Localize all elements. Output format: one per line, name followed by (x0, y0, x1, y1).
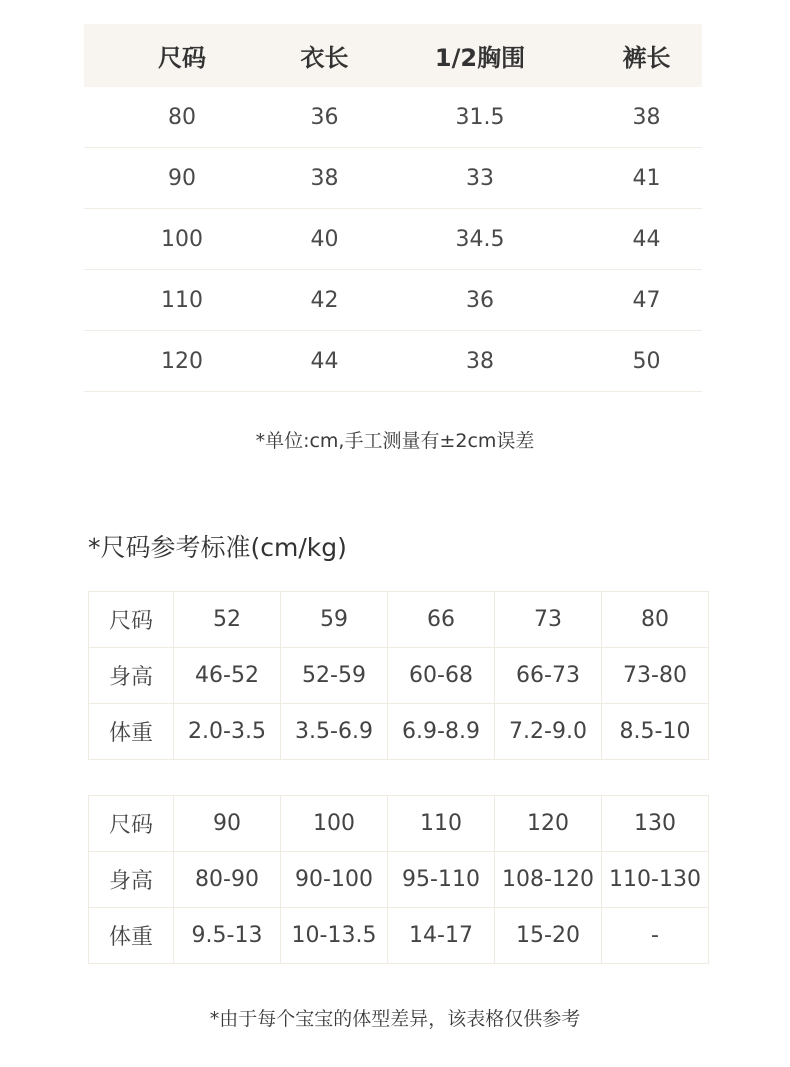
table-cell: 120 (84, 331, 280, 392)
size-table (84, 24, 702, 392)
row-label: 体重 (89, 704, 174, 760)
table-cell: 33 (369, 148, 591, 209)
table-row (89, 704, 709, 760)
table-cell: 44 (591, 209, 702, 270)
reference-table (88, 591, 709, 760)
table-row (89, 648, 709, 704)
table-row (89, 796, 709, 852)
table-cell: 80 (602, 592, 709, 648)
table-cell: 110 (388, 796, 495, 852)
table-cell: 41 (591, 148, 702, 209)
table-cell: 100 (281, 796, 388, 852)
table-cell: 73-80 (602, 648, 709, 704)
table-cell: 80-90 (174, 852, 281, 908)
table-cell: 66-73 (495, 648, 602, 704)
table-cell: 90 (84, 148, 280, 209)
table-row (84, 331, 702, 392)
table-cell: 34.5 (369, 209, 591, 270)
table-cell: 60-68 (388, 648, 495, 704)
table-cell: 3.5-6.9 (281, 704, 388, 760)
table-row (84, 87, 702, 148)
table-cell: 8.5-10 (602, 704, 709, 760)
row-label: 身高 (89, 648, 174, 704)
table-row (89, 908, 709, 964)
table-cell: 110 (84, 270, 280, 331)
table-cell: 110-130 (602, 852, 709, 908)
reference-title: *尺码参考标准(cm/kg) (88, 533, 347, 562)
table-cell: 40 (280, 209, 369, 270)
table-cell: 100 (84, 209, 280, 270)
table-cell: 120 (495, 796, 602, 852)
length-header-cell: 衣长 (280, 24, 369, 87)
table-cell: 52-59 (281, 648, 388, 704)
table-cell: 42 (280, 270, 369, 331)
table-cell: 66 (388, 592, 495, 648)
reference-table (88, 795, 709, 964)
table-cell: 14-17 (388, 908, 495, 964)
table-cell: 31.5 (369, 87, 591, 148)
table-cell: 15-20 (495, 908, 602, 964)
row-label: 尺码 (89, 592, 174, 648)
size-header-cell: 尺码 (84, 24, 280, 87)
table-row (84, 148, 702, 209)
table-cell: 38 (591, 87, 702, 148)
table-cell: 90 (174, 796, 281, 852)
table-cell: 38 (369, 331, 591, 392)
table-row (89, 852, 709, 908)
half-chest-header-cell: 1/2胸围 (369, 24, 591, 87)
table-cell: 59 (281, 592, 388, 648)
table-cell: 80 (84, 87, 280, 148)
table-cell: 130 (602, 796, 709, 852)
table-cell: 95-110 (388, 852, 495, 908)
row-label: 身高 (89, 852, 174, 908)
table-cell: 47 (591, 270, 702, 331)
table-cell: 7.2-9.0 (495, 704, 602, 760)
size-table-header-row (84, 24, 702, 87)
table-cell: 38 (280, 148, 369, 209)
table-cell: 73 (495, 592, 602, 648)
row-label: 尺码 (89, 796, 174, 852)
table-cell: 2.0-3.5 (174, 704, 281, 760)
table-cell: 36 (280, 87, 369, 148)
pants-length-header-cell: 裤长 (591, 24, 702, 87)
table-row (89, 592, 709, 648)
table-cell: 10-13.5 (281, 908, 388, 964)
table-row (84, 270, 702, 331)
table-row (84, 209, 702, 270)
table-cell: 50 (591, 331, 702, 392)
table-cell: 46-52 (174, 648, 281, 704)
table-cell: 52 (174, 592, 281, 648)
table-cell: 108-120 (495, 852, 602, 908)
table-cell: 6.9-8.9 (388, 704, 495, 760)
row-label: 体重 (89, 908, 174, 964)
table-cell: - (602, 908, 709, 964)
table-cell: 9.5-13 (174, 908, 281, 964)
table-cell: 36 (369, 270, 591, 331)
disclaimer-note: *由于每个宝宝的体型差异，该表格仅供参考 (209, 1008, 581, 1030)
table-cell: 90-100 (281, 852, 388, 908)
unit-note: *单位:cm,手工测量有±2cm误差 (255, 430, 535, 452)
table-cell: 44 (280, 331, 369, 392)
